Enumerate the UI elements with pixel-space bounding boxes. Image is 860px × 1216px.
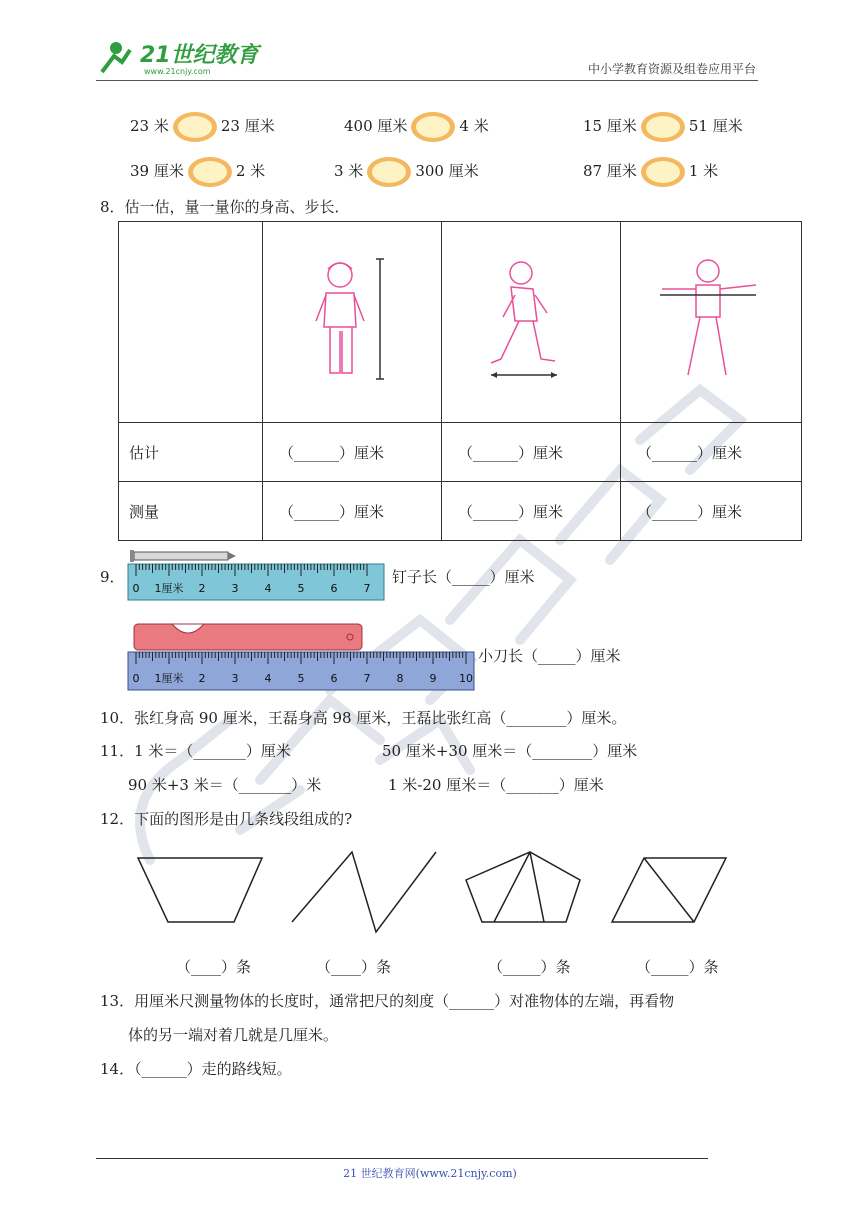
ruler-tick-label: 4	[264, 582, 272, 595]
compare-item: 15 厘米 51 厘米	[583, 110, 743, 144]
compare-item: 87 厘米 1 米	[583, 155, 718, 189]
q12-answer-2[interactable]: （____）条	[316, 958, 392, 976]
pentagon-shape	[466, 852, 580, 922]
compare-oval-icon[interactable]	[171, 110, 219, 144]
q12-answer-1[interactable]: （____）条	[176, 958, 252, 976]
ruler-tick-label: 4	[264, 672, 272, 685]
ruler-tick-label: 7	[363, 582, 371, 595]
ruler-tick-label: 1厘米	[154, 672, 184, 685]
header-rule	[96, 80, 758, 81]
ruler-tick-label: 3	[231, 672, 239, 685]
ruler-tick-label: 6	[330, 582, 338, 595]
nail-length-question[interactable]: 钉子长（_____）厘米	[392, 568, 535, 586]
height-figure-cell	[263, 222, 442, 423]
footer-rule	[96, 1158, 708, 1159]
table-row	[119, 482, 802, 541]
child-armspan-icon	[656, 255, 766, 385]
ruler-tick-label: 0	[132, 672, 140, 685]
svg-text:21世纪教育: 21世纪教育	[140, 43, 259, 68]
q13-line1[interactable]: 13．用厘米尺测量物体的长度时，通常把尺的刻度（______）对准物体的左端，再看物	[100, 992, 675, 1010]
q11-a[interactable]: 11．1 米＝（_______）厘米	[100, 742, 291, 760]
estimate-label: 估计	[119, 423, 263, 482]
estimate-armspan-blank[interactable]: （______）厘米	[621, 423, 802, 482]
step-figure-cell	[442, 222, 621, 423]
ruler-tick-label: 10	[459, 672, 473, 685]
q12-answer-4[interactable]: （_____）条	[636, 958, 719, 976]
q10-text[interactable]: 10．张红身高 90 厘米，王磊身高 98 厘米，王磊比张红高（________）厘米。	[100, 709, 627, 727]
ruler-tick-label: 8	[396, 672, 404, 685]
table-row	[119, 222, 802, 423]
ruler-tick-label: 3	[231, 582, 239, 595]
compare-oval-icon[interactable]	[639, 155, 687, 189]
compare-oval-icon[interactable]	[639, 110, 687, 144]
compare-item: 39 厘米 2 米	[130, 155, 265, 189]
nail-ruler-graphic	[126, 548, 390, 604]
site-logo	[96, 36, 266, 78]
estimate-step-blank[interactable]: （______）厘米	[442, 423, 621, 482]
ruler-tick-label: 0	[132, 582, 140, 595]
compare-oval-icon[interactable]	[186, 155, 234, 189]
measure-table	[118, 221, 802, 541]
knife-length-question[interactable]: 小刀长（_____）厘米	[478, 647, 621, 665]
child-standing-icon	[302, 255, 402, 385]
q12-shapes	[120, 846, 760, 938]
compare-item: 23 米 23 厘米	[130, 110, 275, 144]
ruler-tick-label: 7	[363, 672, 371, 685]
q14-text[interactable]: 14．（______）走的路线短。	[100, 1060, 292, 1078]
compare-oval-icon[interactable]	[409, 110, 457, 144]
measure-label: 测量	[119, 482, 263, 541]
armspan-figure-cell	[621, 222, 802, 423]
svg-text:www.21cnjy.com: www.21cnjy.com	[144, 67, 211, 76]
ruler-tick-label: 9	[429, 672, 437, 685]
parallelogram-shape	[612, 858, 726, 922]
measure-height-blank[interactable]: （______）厘米	[263, 482, 442, 541]
compare-item: 3 米 300 厘米	[334, 155, 479, 189]
table-row	[119, 423, 802, 482]
q11-c[interactable]: 90 米+3 米＝（_______）米	[128, 776, 322, 794]
q8-title: 8．估一估，量一量你的身高、步长．	[100, 198, 350, 216]
q12-answer-3[interactable]: （_____）条	[488, 958, 571, 976]
q13-line2: 体的另一端对着几就是几厘米。	[128, 1026, 339, 1044]
measure-step-blank[interactable]: （______）厘米	[442, 482, 621, 541]
q12-title: 12．下面的图形是由几条线段组成的?	[100, 810, 353, 828]
ruler-tick-label: 2	[198, 582, 206, 595]
measure-armspan-blank[interactable]: （______）厘米	[621, 482, 802, 541]
trapezoid-shape	[138, 858, 262, 922]
platform-name: 中小学教育资源及组卷应用平台	[587, 62, 756, 76]
q9-number: 9．	[100, 568, 125, 586]
compare-oval-icon[interactable]	[365, 155, 413, 189]
estimate-height-blank[interactable]: （______）厘米	[263, 423, 442, 482]
knife-ruler-graphic	[126, 620, 482, 694]
ruler-tick-label: 5	[297, 582, 305, 595]
q11-b[interactable]: 50 厘米+30 厘米＝（________）厘米	[382, 742, 638, 760]
compare-item: 400 厘米 4 米	[344, 110, 489, 144]
q11-d[interactable]: 1 米-20 厘米＝（_______）厘米	[388, 776, 604, 794]
ruler-tick-label: 5	[297, 672, 305, 685]
ruler-tick-label: 2	[198, 672, 206, 685]
ruler-tick-label: 6	[330, 672, 338, 685]
child-walking-icon	[481, 255, 581, 385]
footer-text[interactable]: 21 世纪教育网(www.21cnjy.com)	[343, 1167, 517, 1180]
zigzag-shape	[292, 852, 436, 932]
ruler-tick-label: 1厘米	[154, 582, 184, 595]
